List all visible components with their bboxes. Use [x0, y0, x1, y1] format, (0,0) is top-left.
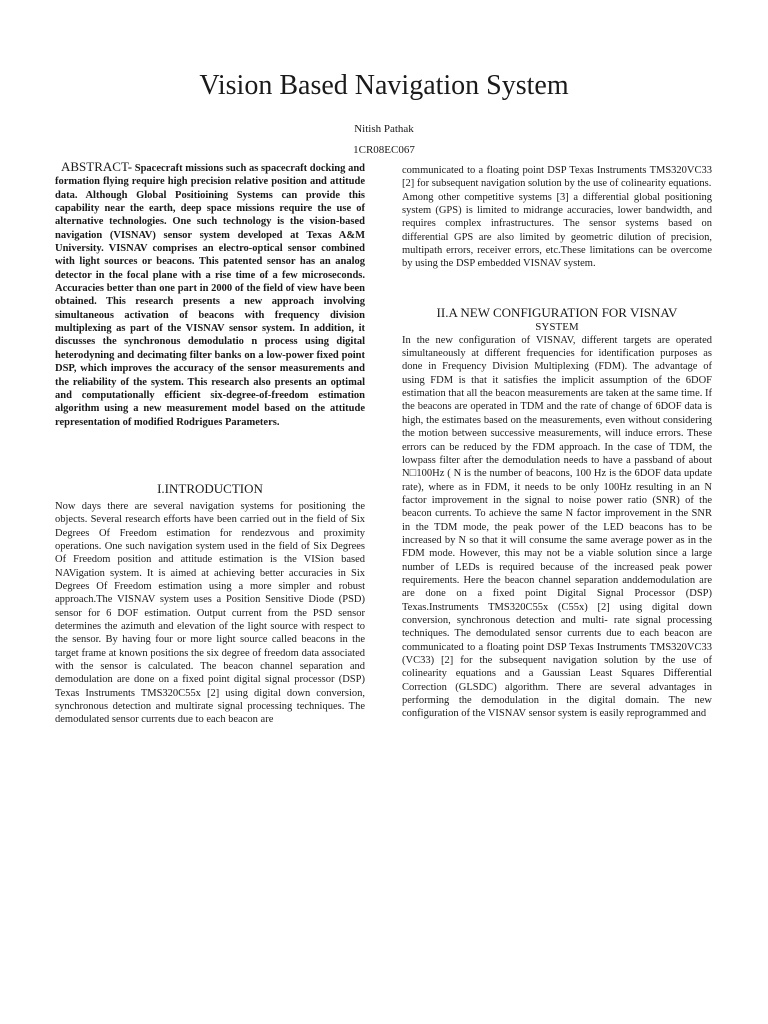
- roll-number: 1CR08EC067: [353, 144, 415, 156]
- left-column: [55, 160, 365, 727]
- introduction-heading: I.INTRODUCTION: [157, 480, 263, 496]
- author-name: Nitish Pathak: [354, 123, 414, 135]
- section2-heading-line1: II.A NEW CONFIGURATION FOR VISNAV: [436, 304, 678, 320]
- continuation-paragraph-2: Among other competitive systems [3] a differential global positioning system (GPS) is limited to midrange accuracies, lower bandwidth, and requires complex infrastructures. The sensor systems based on differential GPS are also limited by geometric dilution of precision, multipath errors, receiver errors, etc.These limitations can be overcome by using the DSP embedded VISNAV system.: [402, 191, 712, 270]
- introduction-text: Now days there are several navigation systems for positioning the objects. Several research efforts have been carried out in the field of Six Degrees Of Freedom estimation for rendezvous and proximity operations. One such navigation system used in the field of Six Degrees Of Freedom position and attitude estimation is the VISion based NAVigation system. It is aimed at achieving better accuracies in Six Degrees Of Freedom estimation using a more simpler and robust approach.The VISNAV system uses a Position Sensitive Diode (PSD) sensor for 6 DOF estimation. Output current from the PSD sensor determines the azimuth and elevation of the light source with respect to the sensor. By having four or more light source called beacons in the target frame at known positions the six degree of freedom data associated with the sensor is calculated. The beacon channel separation and demodulation are done on a fixed point digital signal processor (DSP) Texas Instruments TMS320C55x [2] using digital down conversion, synchronous detection and multirate signal processing techniques. The demodulated sensor currents due to each beacon are: [55, 500, 365, 726]
- abstract-text: Spacecraft missions such as spacecraft docking and formation flying require high precision relative position and attitude data. Although Global Positioining Systems can provide this capability near the earth, deep space missions require the use of alternative technologies. One such technology is the vision-based navigation (VISNAV) sensor system developed at Texas A&M University. VISNAV comprises an electro-optical sensor combined with light sources or beacons. This patented sensor has an analog detector in the focal plane with a rise time of a few microseconds. Accuracies better than one part in 2000 of the field of view have been obtained. This research presents a new approach involving simultaneous activation of beacons with frequency division multiplexing as part of the VISNAV sensor system. In addition, it discusses the synchronous demodulatio n process using digital heterodyning and decimating filter banks on a low-power fixed point DSP, which improves the accuracy of the sensor measurements and the reliability of the system. This research also presents an optimal and computationally efficient six-degree-of-freedom estimation algorithm using a new measurement model based on the attitude representation of modified Rodrigues Parameters.: [55, 163, 366, 428]
- abstract-paragraph: [55, 160, 365, 429]
- abstract-label: ABSTRACT-: [61, 159, 133, 174]
- section2-heading-line2: SYSTEM: [535, 320, 579, 333]
- paper-title: Vision Based Navigation System: [199, 70, 569, 101]
- continuation-paragraph-1: communicated to a floating point DSP Texas Instruments TMS320VC33 [2] for subsequent navigation solution by the use of colinearity equations.: [402, 165, 712, 190]
- right-column: [402, 164, 712, 721]
- section2-text: In the new configuration of VISNAV, different targets are operated simultaneously at different frequencies for identification purposes as done in Frequency Division Multiplexing (FDM). The advantage of using FDM is that it satisfies the implicit assumption of the 6DOF estimation that all the beacon measurements are taken at the same time. If the beacons are operated in TDM and the rate of change of 6DOF data is high, the estimates based on the measurements, even without considering the motion between successive measurements, will induce errors. These errors can be reduced by the FDM approach. In the case of TDM, the lowpass filter after the demodulation needs to have a passband of about N□100Hz ( N is the number of beacons, 100 Hz is the 6DOF data update rate), where as in FDM, it needs to be only 100Hz resulting in an N factor improvement in the signal to noise power ratio (SNR) of the beacon currents. To achieve the same N factor improvement in the SNR in the TDM mode, the peak power of the LED beacons has to be increased by N so that it will consume the same average power as in the FDM mode. However, this may not be a viable solution since a large number of LEDs is required because of the increased peak power requirements. Here the beacon channel separation anddemodulation are are done on a fixed point Digital Signal Processor (DSP) Texas.Instruments TMS320C55x (C55x) [2] using digital down conversion, synchronous detection and multi- rate signal processing techniques. The demodulated sensor currents due to each beacon are communicated to a floating point DSP Texas Instruments TMS320VC33 (VC33) [2] for the subsequent navigation solution by the use of colinearity equations and a Gaussian Least Squares Differential Correction (GLSDC) algorithm. There are several advantages in performing the demodulation in the digital domain. The new configuration of the VISNAV sensor system is easily reprogrammed and: [402, 334, 712, 720]
